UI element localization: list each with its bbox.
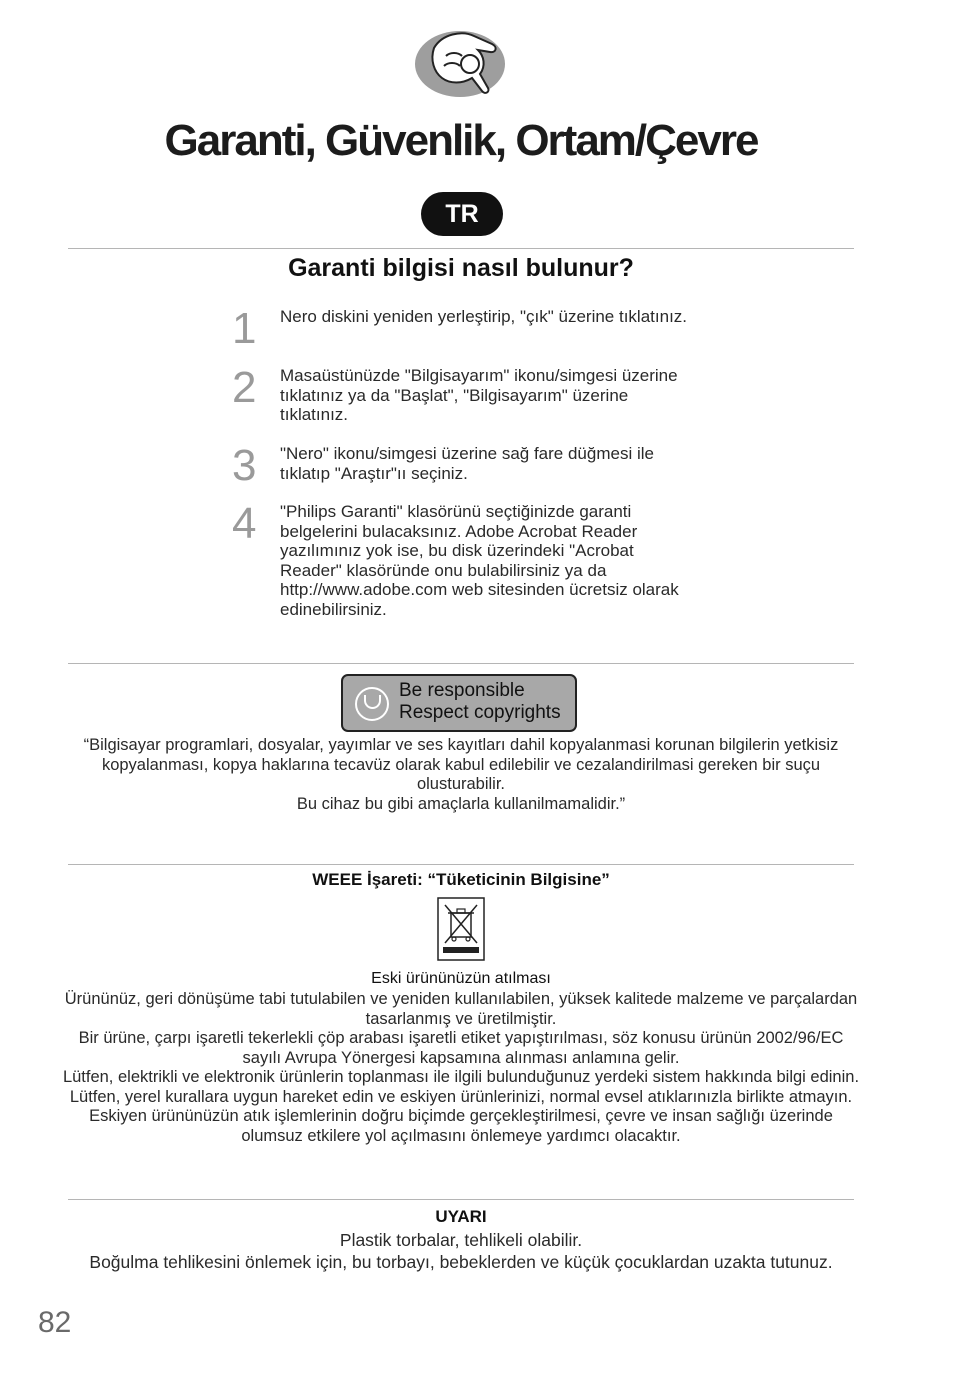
step-item bbox=[232, 304, 692, 353]
weee-paragraph: Ürününüz, geri dönüşüme tabi tutulabilen ve yeniden kullanılabilen, yüksek kalitede malzeme ve parçalardan tasarlanmış ve üretilmiştir. bbox=[64, 990, 858, 1028]
warning-heading: UYARI bbox=[435, 1207, 487, 1226]
warning-line-2: Boğulma tehlikesini önlemek için, bu torbayı, bebeklerden ve küçük çocuklardan uzakta tutunuz. bbox=[89, 1252, 833, 1272]
weee-text bbox=[60, 990, 862, 1146]
step-number: 2 bbox=[232, 363, 257, 412]
weee-heading: WEEE İşareti: “Tüketicinin Bilgisine” bbox=[312, 870, 610, 889]
divider bbox=[68, 663, 854, 664]
warning-line-1: Plastik torbalar, tehlikeli olabilir. bbox=[339, 1230, 583, 1250]
respect-copyrights-badge bbox=[341, 674, 577, 732]
pointing-hand-icon bbox=[412, 26, 508, 102]
step-item bbox=[232, 441, 692, 490]
warranty-heading: Garanti bilgisi nasıl bulunur? bbox=[288, 254, 634, 282]
divider bbox=[68, 1199, 854, 1200]
badge-line-2: Respect copyrights bbox=[399, 702, 561, 723]
crossed-out-bin-icon bbox=[437, 897, 485, 961]
step-text: "Nero" ikonu/simgesi üzerine sağ fare düğmesi ile tıklatıp "Araştır"ıı seçiniz. bbox=[280, 444, 654, 483]
copyright-notice-text: “Bilgisayar programlari, dosyalar, yayımlar ve ses kayıtları dahil kopyalanmasi korunan bilgilerin yetkisiz kopyalanması, kopya haklarına tecavüz olarak kabul edilebilir ve cezalandirilmasi gereken bir suçu olusturabilir. bbox=[83, 736, 839, 793]
page-number: 82 bbox=[38, 1306, 72, 1339]
language-badge: TR bbox=[421, 192, 503, 236]
weee-paragraph: Lütfen, elektrikli ve elektronik ürünlerin toplanması ile ilgili bulunduğunuz yerdeki sistem hakkında bilgi edinin. bbox=[62, 1068, 860, 1086]
weee-paragraph: Bir ürüne, çarpı işaretli tekerlekli çöp arabası işaretli etiket yapıştırılması, söz konusu ürünün 2002/96/EC sayılı Avrupa Yönergesi kapsamına alınması anlamına gelir. bbox=[78, 1029, 844, 1067]
copyright-notice bbox=[60, 736, 862, 814]
copyright-notice-last: Bu cihaz bu gibi amaçlarla kullanilmamalidir.” bbox=[296, 794, 626, 813]
step-text: Masaüstünüzde "Bilgisayarım" ikonu/simgesi üzerine tıklatınız ya da "Başlat", "Bilgisayarım" üzerine tıklatınız. bbox=[280, 366, 678, 424]
smile-icon bbox=[355, 687, 389, 721]
warning-text bbox=[40, 1229, 882, 1273]
step-number: 1 bbox=[232, 304, 257, 353]
step-number: 4 bbox=[232, 499, 257, 548]
badge-line-1: Be responsible bbox=[399, 680, 525, 701]
step-item bbox=[232, 499, 692, 622]
divider bbox=[68, 248, 854, 249]
disposal-subheading: Eski ürününüzün atılması bbox=[371, 970, 551, 987]
step-item bbox=[232, 363, 692, 426]
step-text: Nero diskini yeniden yerleştirip, "çık" üzerine tıklatınız. bbox=[280, 307, 688, 326]
weee-paragraph: Lütfen, yerel kurallara uygun hareket edin ve eskiyen ürünlerinizi, normal evsel atıklarınızla birlikte atmayın. Eskiyen ürününüzün atık işlemlerinin doğru biçimde gerçekleştirilmesi, çevre ve insan sağlığı üzerinde olumsuz etkilere yol açılmasını önlemeye yardımcı olacaktır. bbox=[69, 1087, 853, 1145]
divider bbox=[68, 864, 854, 865]
step-number: 3 bbox=[232, 441, 257, 490]
step-text: "Philips Garanti" klasörünü seçtiğinizde garanti belgelerini bulacaksınız. Adobe Acrobat Reader yazılımınız yok ise, bu disk üzerindeki "Acrobat Reader" klasöründe onu bulabilirsiniz ya da http://www.adobe.com web sitesinden ücretsiz olarak edinebilirsiniz. bbox=[280, 502, 679, 619]
page-title: Garanti, Güvenlik, Ortam/Çevre bbox=[164, 116, 758, 165]
